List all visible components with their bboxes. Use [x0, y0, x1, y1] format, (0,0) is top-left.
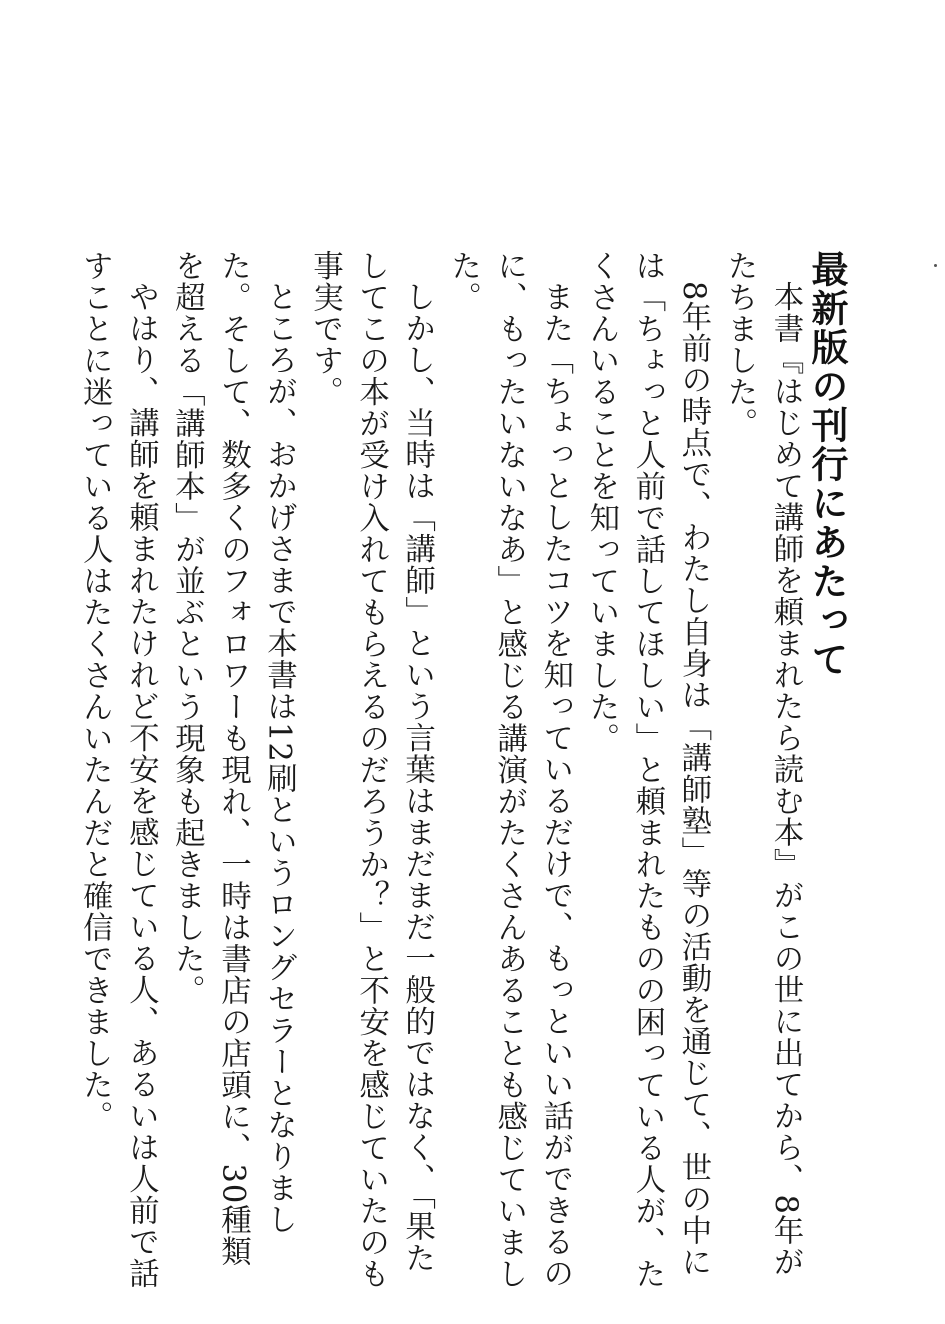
scan-speck — [934, 264, 937, 267]
paragraph-1: 本書『はじめて講師を頼まれたら読む本』がこの世に出てから、8年がたちました。 — [721, 250, 803, 1278]
paragraph-2: 8年前の時点で、わたし自身は「講師塾」等の活動を通じて、世の中には「ちょっと人前で話してほしい」と頼まれたものの困っている人が、たくさんいることを知っていました。 — [583, 250, 711, 1290]
paragraph-3: また「ちょっとしたコツを知っているだけで、もっといい話ができるのに、もったいないなあ」と感じる講演がたくさんあることも感じていました。 — [445, 250, 573, 1290]
body-text — [71, 250, 808, 1290]
paragraph-6: やはり、講師を頼まれたけれど不安を感じている人、あるいは人前で話すことに迷っている人はたくさんいたんだと確信できました。 — [77, 250, 159, 1289]
chapter-title: 最新版の刊行にあたって — [805, 250, 848, 679]
paragraph-5: ところが、おかげさまで本書は12刷というロングセラーとなりました。そして、数多くのフォロワーも現れ、一時は書店の店頭に、30種類を超える「講師本」が並ぶという現象も起きました。 — [169, 250, 297, 1268]
vertical-text-block — [71, 250, 848, 1290]
paragraph-4: しかし、当時は「講師」という言葉はまだまだ一般的ではなく、「果たしてこの本が受け入れてもらえるのだろうか？」と不安を感じていたのも事実です。 — [307, 250, 435, 1290]
